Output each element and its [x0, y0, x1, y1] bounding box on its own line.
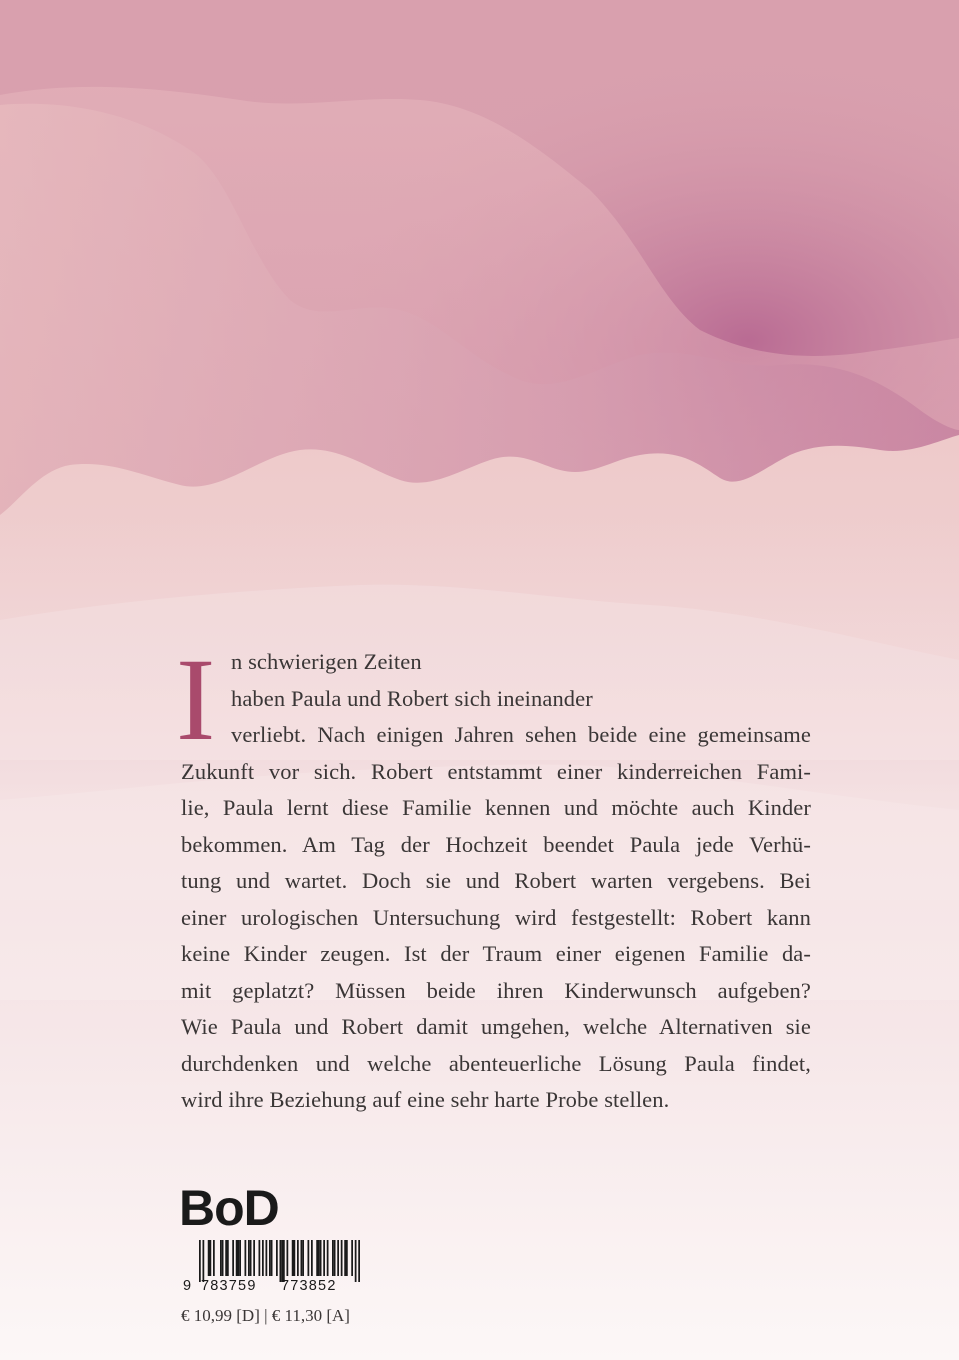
blurb-line: lie, Paula lernt diese Familie kennen und möchte auch Kinder	[181, 795, 811, 820]
blurb-line: bekommen. Am Tag der Hochzeit beendet Paula jede Verhü-	[181, 831, 811, 857]
blurb-line: haben Paula und Robert sich ineinander	[231, 685, 593, 711]
barcode-bar	[346, 1240, 348, 1276]
barcode-bar	[208, 1240, 210, 1276]
blurb-line: wird ihre Beziehung auf eine sehr harte Probe stellen.	[181, 1087, 670, 1112]
isbn-group-left: 783759	[201, 1278, 257, 1294]
barcode-bar	[281, 1240, 283, 1282]
dropcap-letter: I	[176, 634, 216, 765]
barcode-bar	[316, 1240, 318, 1276]
barcode-bar	[318, 1240, 320, 1276]
barcode-bar	[351, 1240, 353, 1276]
barcode-bar	[302, 1240, 304, 1276]
barcode-bar	[320, 1240, 322, 1276]
barcode-bar	[344, 1240, 346, 1276]
barcode-bar	[341, 1240, 343, 1276]
barcode-bar	[248, 1240, 250, 1276]
blurb-line: tung und wartet. Doch sie und Robert warten vergebens. Bei	[181, 868, 811, 893]
barcode-bar	[238, 1240, 240, 1276]
barcode-bar	[253, 1240, 255, 1276]
barcode-bar	[245, 1240, 247, 1276]
blurb-line: verliebt. Nach einigen Jahren sehen beide eine gemeinsame	[231, 722, 811, 747]
barcode-bar	[334, 1240, 336, 1276]
barcode-bar	[276, 1240, 278, 1276]
barcode-bar	[239, 1240, 241, 1276]
barcode-bar	[266, 1240, 268, 1276]
barcode-bar	[262, 1240, 264, 1276]
barcode-bar	[283, 1240, 285, 1282]
barcode-bar	[236, 1240, 238, 1276]
price-label: € 10,99 [D] | € 11,30 [A]	[181, 1306, 350, 1325]
barcode-bar	[358, 1240, 360, 1282]
barcode-bar	[222, 1240, 224, 1276]
blurb-line: Zukunft vor sich. Robert entstammt einer kinderreichen Fami-	[181, 758, 811, 784]
barcode-bar	[301, 1240, 303, 1276]
barcode-bar	[332, 1240, 334, 1276]
blurb-line: keine Kinder zeugen. Ist der Traum einer eigenen Familie da-	[181, 941, 811, 966]
barcode-bar	[227, 1240, 229, 1276]
barcode-bar	[213, 1240, 215, 1276]
isbn-lead-digit: 9	[183, 1278, 193, 1294]
barcode-bar	[308, 1240, 310, 1276]
barcode-bar	[250, 1240, 252, 1276]
barcode-bar	[259, 1240, 261, 1276]
blurb-line: n schwierigen Zeiten	[231, 649, 422, 674]
publisher-logo: BoD	[179, 1180, 279, 1236]
barcode-bar	[297, 1240, 299, 1276]
barcode-bar	[271, 1240, 273, 1276]
barcode-bar	[232, 1240, 234, 1276]
blurb-line: Wie Paula und Robert damit umgehen, welche Alternativen sie	[181, 1014, 811, 1039]
blurb-line: durchdenken und welche abenteuerliche Lösung Paula findet,	[181, 1050, 811, 1076]
barcode-bar	[203, 1240, 205, 1282]
barcode-bar	[292, 1240, 294, 1276]
barcode-bar	[355, 1240, 357, 1282]
barcode-bar	[225, 1240, 227, 1276]
barcode-bar	[220, 1240, 222, 1276]
blurb-line: mit geplatzt? Müssen beide ihren Kinderwunsch aufgeben?	[181, 977, 811, 1003]
barcode-bar	[269, 1240, 271, 1276]
barcode-bar	[294, 1240, 296, 1276]
barcode-bar	[327, 1240, 329, 1276]
barcode-bar	[280, 1240, 282, 1282]
barcode-bar	[311, 1240, 313, 1276]
barcode-bar	[287, 1240, 289, 1276]
barcode-bar	[337, 1240, 339, 1276]
isbn-group-right: 773852	[281, 1278, 337, 1294]
barcode-bar	[210, 1240, 212, 1276]
back-cover-blurb	[181, 644, 811, 1119]
blurb-line: einer urologischen Untersuchung wird festgestellt: Robert kann	[181, 904, 811, 930]
barcode-bar	[199, 1240, 201, 1282]
barcode-bar	[323, 1240, 325, 1276]
